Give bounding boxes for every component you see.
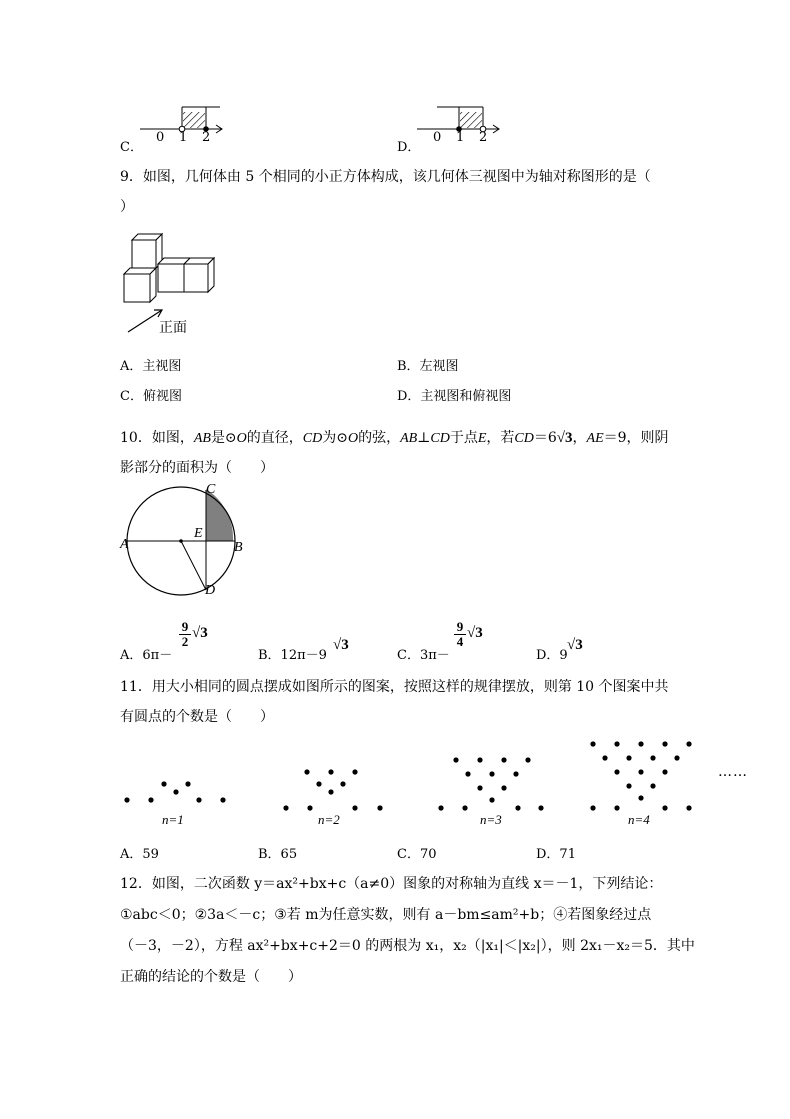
- q8-d-tick-0: 0: [433, 130, 442, 145]
- q11-option-b: B．65: [258, 847, 298, 862]
- q10-option-c-prefix: C．3π－: [397, 648, 450, 663]
- q8-c-tick-2: 2: [202, 130, 211, 145]
- q8-c-tick-1: 1: [179, 130, 188, 145]
- q9-option-b: B．左视图: [397, 359, 459, 374]
- q10-option-b-prefix: B．12π－9: [258, 648, 327, 663]
- q8-option-d-label: D．: [397, 140, 421, 155]
- q12-line3: （－3，－2），方程 ax²+bx+c+2＝0 的两根为 x₁，x₂（|x₁|＜|x₂|），则 2x₁－x₂＝5．其中: [120, 938, 695, 954]
- q11-dot-patterns: [0, 730, 790, 830]
- q8-option-c-label: C．: [120, 140, 143, 155]
- q11-option-a: A．59: [120, 847, 159, 862]
- q10-label-c: C: [206, 482, 216, 497]
- q12-line2: ①abc＜0；②3a＜－c；③若 m为任意实数，则有 a－bm≤am²+b；④若图象经过点: [120, 907, 652, 923]
- q8-c-tick-0: 0: [156, 130, 165, 145]
- q10-stem-line1: 10．如图，AB是⊙O的直径，CD为⊙O的弦，AB⊥CD于点E，若CD＝6√3，AE＝9，则阴: [120, 430, 669, 446]
- q10-option-d-root: √3: [567, 637, 583, 653]
- q10-option-c-root: √3: [467, 625, 483, 641]
- q10-option-c-fraction: $\frac{9}{4}$: [454, 620, 466, 649]
- q10-label-b: B: [234, 540, 243, 555]
- q9-option-a: A．主视图: [120, 359, 182, 374]
- q11-pattern-label-1: n=1: [162, 812, 184, 827]
- q9-figure-label: 正面: [159, 320, 187, 336]
- q11-option-c: C．70: [397, 847, 437, 862]
- q12-line1: 12．如图，二次函数 y＝ax²+bx+c（a≠0）图象的对称轴为直线 x＝－1，下列结论：: [120, 876, 663, 892]
- q9-stem-line2: ）: [120, 199, 134, 215]
- q8-d-tick-2: 2: [479, 130, 488, 145]
- q9-option-c: C．俯视图: [120, 389, 182, 404]
- q11-pattern-label-3: n=3: [480, 812, 502, 827]
- q10-option-a-fraction: $\frac{9}{2}$: [179, 620, 191, 649]
- q10-option-a-root: √3: [192, 625, 208, 641]
- q10-option-b-root: √3: [333, 637, 349, 653]
- q12-line4: 正确的结论的个数是（ ）: [120, 969, 302, 985]
- q9-stem-line1: 9．如图，几何体由 5 个相同的小正方体构成，该几何体三视图中为轴对称图形的是（: [120, 169, 651, 185]
- q11-stem-line1: 11．用大小相同的圆点摆成如图所示的图案，按照这样的规律摆放，则第 10 个图案中共: [120, 679, 669, 695]
- q10-label-d: D: [205, 583, 216, 598]
- q10-label-e: E: [194, 526, 203, 541]
- q11-option-d: D．71: [536, 847, 576, 862]
- q9-option-d: D．主视图和俯视图: [397, 389, 512, 404]
- q8-d-tick-1: 1: [456, 130, 465, 145]
- q11-stem-line2: 有圆点的个数是（ ）: [120, 709, 274, 725]
- q10-option-a-prefix: A．6π－: [120, 648, 173, 663]
- q10-label-a: A: [120, 537, 129, 552]
- q11-pattern-label-2: n=2: [318, 812, 340, 827]
- q11-pattern-label-4: n=4: [628, 812, 650, 827]
- q10-option-d-prefix: D．9: [536, 648, 568, 663]
- q10-stem-line2: 影部分的面积为（ ）: [120, 460, 274, 476]
- q11-ellipsis: ……: [718, 764, 748, 780]
